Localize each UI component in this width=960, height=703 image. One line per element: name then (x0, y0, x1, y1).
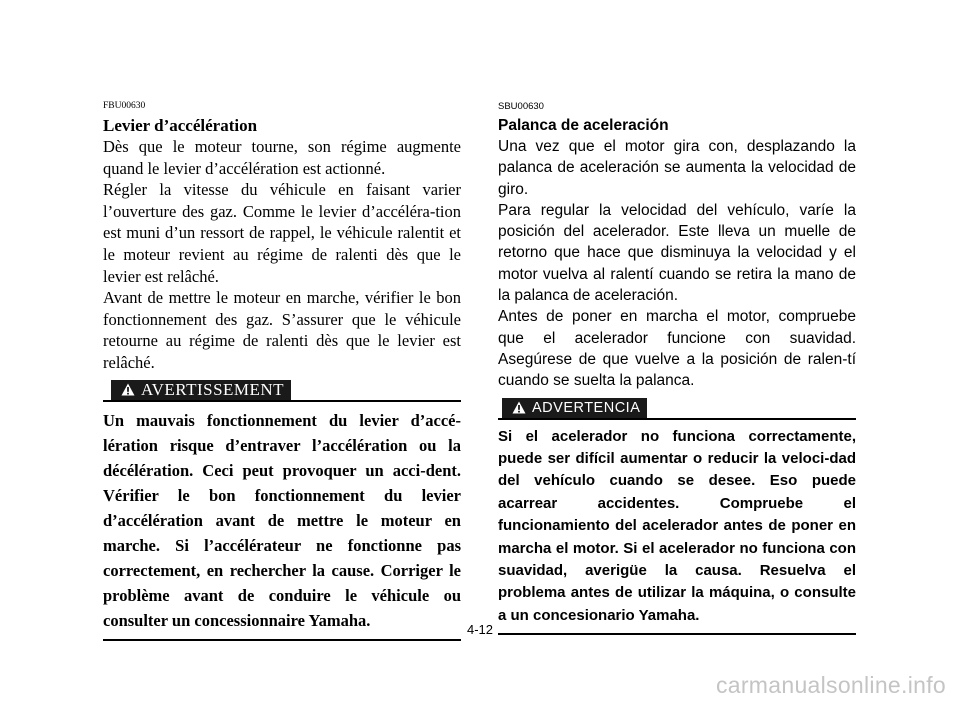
watermark: carmanualsonline.info (715, 672, 946, 698)
warning-label: AVERTISSEMENT (141, 379, 285, 399)
warning-header (103, 380, 461, 402)
paragraph: Antes de poner en marcha el motor, compruebe que el acelerador funcione con suavidad. Asegúrese de que vuelve a la posición de ralen-tí cuando se suelta la palanca. (498, 308, 856, 390)
warning-end-rule (103, 639, 461, 641)
section-code: FBU00630 (103, 101, 146, 111)
spanish-column (498, 100, 856, 635)
paragraph: Avant de mettre le moteur en marche, vérifier le bon fonctionnement des gaz. S’assurer que le véhicule retourne au régime de ralenti dès que le levier est relâché. (103, 288, 461, 372)
french-column (103, 100, 461, 641)
warning-label: ADVERTENCIA (532, 399, 641, 416)
page-number: 4-12 (466, 622, 494, 637)
section-code: SBU00630 (498, 101, 544, 112)
warning-triangle-icon (512, 401, 526, 414)
paragraph: Una vez que el motor gira con, desplazando la palanca de aceleración se aumenta la velocidad de giro. (498, 138, 856, 198)
paragraph: Régler la vitesse du véhicule en faisant varier l’ouverture des gaz. Comme le levier d’accéléra-tion est muni d’un ressort de rappel, le véhicule ralentit et le moteur revient au régime de ralenti dès que le levier est relâché. (103, 180, 461, 286)
section-heading: Palanca de aceleración (498, 117, 669, 134)
warning-triangle-icon (121, 383, 135, 396)
warning-label-box (502, 398, 647, 418)
warning-text: Si el acelerador no funciona correctamente, puede ser difícil aumentar o reducir la veloci-dad del vehículo cuando se desee. Eso puede acarrear accidentes. Compruebe el funcionamiento del acelerador antes de poner en marcha el motor. Si el acelerador no funciona con suavidad, averigüe la causa. Resuelva el problema antes de utilizar la máquina, o consulte a un concesionario Yamaha. (498, 427, 856, 624)
warning-header (498, 398, 856, 420)
paragraph: Dès que le moteur tourne, son régime augmente quand le levier d’accélération est actionné. (103, 137, 461, 178)
warning-rule (103, 400, 461, 402)
warning-text: Un mauvais fonctionnement du levier d’accé-lération risque d’entraver l’accélération ou la décélération. Ceci peut provoquer un acci-dent. Vérifier le bon fonctionnement du levier d’accélération avant de mettre le moteur en marche. Si l’accélérateur ne fonctionne pas correctement, en rechercher la cause. Corriger le problème avant de conduire le véhicule ou consulter un concessionnaire Yamaha. (103, 410, 461, 630)
paragraph: Para regular la velocidad del vehículo, varíe la posición del acelerador. Este lleva un muelle de retorno que hace que disminuya la velocidad y el motor vuelva al ralentí cuando se retira la mano de la palanca de aceleración. (498, 201, 856, 305)
section-heading: Levier d’accélération (103, 116, 258, 135)
warning-rule (498, 418, 856, 420)
warning-label-box (111, 380, 291, 400)
